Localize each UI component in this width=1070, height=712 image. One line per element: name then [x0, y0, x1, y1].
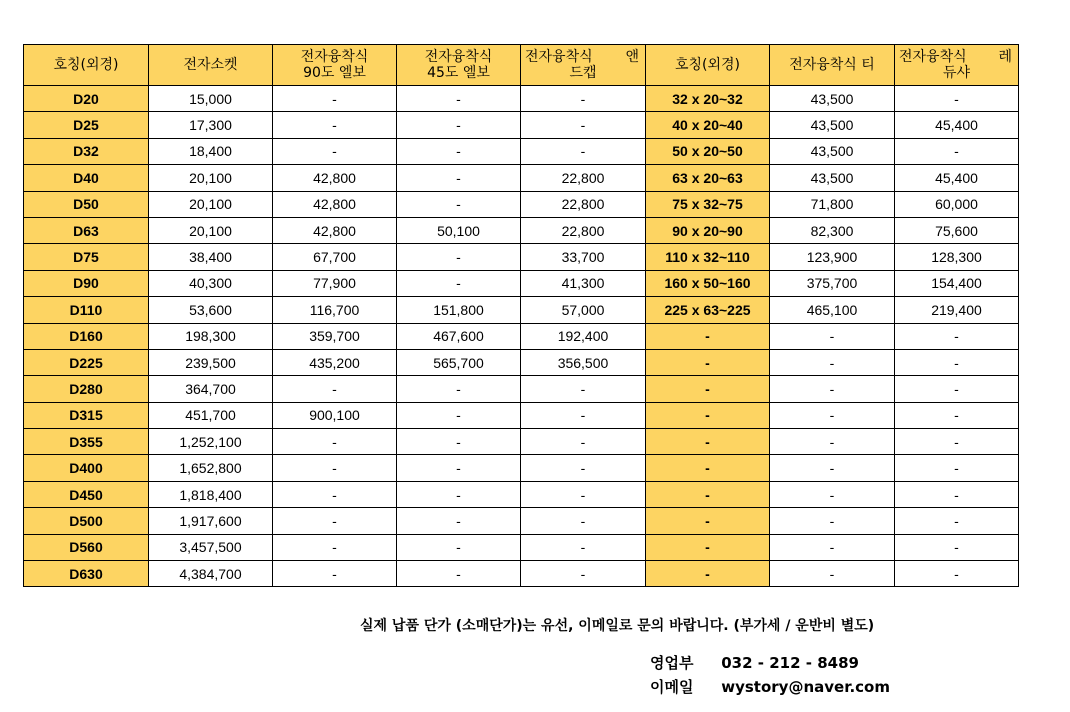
cell-socket: 53,600	[149, 297, 273, 323]
phone-number: 032 - 212 - 8489	[721, 654, 859, 672]
cell-endcap: 57,000	[521, 297, 646, 323]
table-row	[24, 217, 1019, 243]
cell-socket: 38,400	[149, 244, 273, 270]
cell-elbow90: -	[273, 138, 397, 164]
cell-reducer: -	[895, 561, 1019, 587]
cell-reducer: 219,400	[895, 297, 1019, 323]
table-row	[24, 534, 1019, 560]
cell-tee: -	[770, 455, 895, 481]
cell-elbow90: 67,700	[273, 244, 397, 270]
cell-tee-code: -	[646, 455, 770, 481]
cell-tee: -	[770, 349, 895, 375]
cell-reducer: -	[895, 455, 1019, 481]
cell-elbow90: -	[273, 455, 397, 481]
cell-tee-code: 160 x 50~160	[646, 270, 770, 296]
cell-endcap: 33,700	[521, 244, 646, 270]
cell-tee-code: -	[646, 534, 770, 560]
cell-reducer: -	[895, 402, 1019, 428]
cell-elbow45: -	[397, 112, 521, 138]
cell-endcap: 22,800	[521, 191, 646, 217]
cell-elbow45: -	[397, 402, 521, 428]
cell-socket: 239,500	[149, 349, 273, 375]
cell-code: D450	[24, 481, 149, 507]
table-row	[24, 455, 1019, 481]
table-row	[24, 349, 1019, 375]
cell-elbow90: 42,800	[273, 217, 397, 243]
cell-elbow45: -	[397, 508, 521, 534]
table-row	[24, 270, 1019, 296]
cell-elbow45: -	[397, 455, 521, 481]
cell-tee-code: -	[646, 349, 770, 375]
cell-reducer: -	[895, 86, 1019, 112]
cell-socket: 18,400	[149, 138, 273, 164]
cell-endcap: 22,800	[521, 217, 646, 243]
header-row	[24, 45, 1019, 86]
cell-tee-code: 75 x 32~75	[646, 191, 770, 217]
cell-elbow90: -	[273, 481, 397, 507]
cell-reducer: -	[895, 508, 1019, 534]
cell-tee-code: -	[646, 481, 770, 507]
cell-reducer: -	[895, 138, 1019, 164]
table-row	[24, 402, 1019, 428]
cell-elbow45: 565,700	[397, 349, 521, 375]
cell-elbow90: 900,100	[273, 402, 397, 428]
cell-elbow45: -	[397, 191, 521, 217]
cell-reducer: -	[895, 481, 1019, 507]
cell-reducer: 75,600	[895, 217, 1019, 243]
header-tee: 전자융착식 티	[770, 45, 895, 86]
cell-tee-code: -	[646, 402, 770, 428]
table-row	[24, 138, 1019, 164]
cell-socket: 364,700	[149, 376, 273, 402]
cell-elbow90: -	[273, 508, 397, 534]
cell-elbow90: -	[273, 561, 397, 587]
table-row	[24, 376, 1019, 402]
cell-endcap: -	[521, 86, 646, 112]
cell-elbow90: -	[273, 112, 397, 138]
cell-endcap: -	[521, 508, 646, 534]
cell-socket: 3,457,500	[149, 534, 273, 560]
cell-elbow45: -	[397, 376, 521, 402]
cell-code: D20	[24, 86, 149, 112]
cell-elbow90: -	[273, 376, 397, 402]
cell-socket: 15,000	[149, 86, 273, 112]
cell-tee: -	[770, 376, 895, 402]
cell-code: D500	[24, 508, 149, 534]
table-row	[24, 508, 1019, 534]
cell-socket: 1,252,100	[149, 429, 273, 455]
cell-socket: 451,700	[149, 402, 273, 428]
cell-elbow90: -	[273, 534, 397, 560]
footer-note: 실제 납품 단가 (소매단가)는 유선, 이메일로 문의 바랍니다. (부가세 / 운반비 별도)	[360, 618, 875, 634]
cell-code: D90	[24, 270, 149, 296]
cell-tee: -	[770, 429, 895, 455]
table-row	[24, 86, 1019, 112]
header-reducer: 전자융착식 레 듀샤	[895, 45, 1019, 86]
cell-endcap: -	[521, 455, 646, 481]
cell-reducer: -	[895, 349, 1019, 375]
contact-email	[650, 676, 890, 697]
cell-reducer: 45,400	[895, 112, 1019, 138]
cell-socket: 198,300	[149, 323, 273, 349]
cell-tee-code: -	[646, 561, 770, 587]
cell-endcap: 22,800	[521, 165, 646, 191]
cell-tee: 375,700	[770, 270, 895, 296]
cell-elbow90: 435,200	[273, 349, 397, 375]
price-table-body	[24, 86, 1019, 587]
cell-tee: 43,500	[770, 165, 895, 191]
cell-reducer: 128,300	[895, 244, 1019, 270]
cell-tee: -	[770, 402, 895, 428]
cell-socket: 1,652,800	[149, 455, 273, 481]
cell-tee: -	[770, 323, 895, 349]
table-row	[24, 191, 1019, 217]
cell-tee-code: 63 x 20~63	[646, 165, 770, 191]
cell-socket: 40,300	[149, 270, 273, 296]
cell-tee-code: 90 x 20~90	[646, 217, 770, 243]
table-row	[24, 165, 1019, 191]
cell-tee-code: -	[646, 376, 770, 402]
cell-elbow45: -	[397, 86, 521, 112]
header-socket: 전자소켓	[149, 45, 273, 86]
table-row	[24, 244, 1019, 270]
cell-code: D160	[24, 323, 149, 349]
cell-tee: -	[770, 508, 895, 534]
email-label: 이메일	[650, 678, 694, 696]
cell-code: D315	[24, 402, 149, 428]
cell-endcap: -	[521, 376, 646, 402]
cell-reducer: 154,400	[895, 270, 1019, 296]
cell-code: D280	[24, 376, 149, 402]
cell-socket: 20,100	[149, 165, 273, 191]
header-code-right: 호칭(외경)	[646, 45, 770, 86]
cell-elbow45: -	[397, 429, 521, 455]
cell-tee: 43,500	[770, 112, 895, 138]
cell-elbow45: -	[397, 561, 521, 587]
cell-reducer: -	[895, 323, 1019, 349]
price-table	[23, 44, 1019, 587]
cell-tee: 71,800	[770, 191, 895, 217]
cell-code: D400	[24, 455, 149, 481]
cell-endcap: -	[521, 138, 646, 164]
cell-elbow45: -	[397, 244, 521, 270]
cell-tee: 82,300	[770, 217, 895, 243]
cell-socket: 1,818,400	[149, 481, 273, 507]
cell-elbow90: 359,700	[273, 323, 397, 349]
cell-endcap: -	[521, 534, 646, 560]
cell-socket: 20,100	[149, 191, 273, 217]
cell-tee-code: -	[646, 429, 770, 455]
cell-tee-code: 50 x 20~50	[646, 138, 770, 164]
cell-tee: 123,900	[770, 244, 895, 270]
table-row	[24, 297, 1019, 323]
cell-tee-code: 40 x 20~40	[646, 112, 770, 138]
cell-socket: 4,384,700	[149, 561, 273, 587]
cell-elbow45: -	[397, 534, 521, 560]
cell-socket: 20,100	[149, 217, 273, 243]
cell-elbow90: 116,700	[273, 297, 397, 323]
cell-code: D110	[24, 297, 149, 323]
cell-elbow45: -	[397, 481, 521, 507]
cell-reducer: 60,000	[895, 191, 1019, 217]
cell-reducer: -	[895, 534, 1019, 560]
cell-endcap: -	[521, 402, 646, 428]
cell-elbow90: -	[273, 429, 397, 455]
table-row	[24, 112, 1019, 138]
header-elbow45: 전자융착식 45도 엘보	[397, 45, 521, 86]
cell-code: D63	[24, 217, 149, 243]
cell-code: D50	[24, 191, 149, 217]
cell-reducer: -	[895, 429, 1019, 455]
table-row	[24, 429, 1019, 455]
header-endcap: 전자융착식 앤 드캡	[521, 45, 646, 86]
table-row	[24, 561, 1019, 587]
cell-elbow45: 50,100	[397, 217, 521, 243]
cell-tee: 465,100	[770, 297, 895, 323]
cell-endcap: 356,500	[521, 349, 646, 375]
table-row	[24, 481, 1019, 507]
cell-elbow45: -	[397, 270, 521, 296]
cell-tee-code: -	[646, 323, 770, 349]
cell-elbow90: -	[273, 86, 397, 112]
cell-reducer: -	[895, 376, 1019, 402]
sales-label: 영업부	[650, 654, 694, 672]
cell-code: D40	[24, 165, 149, 191]
cell-tee-code: -	[646, 508, 770, 534]
cell-socket: 17,300	[149, 112, 273, 138]
cell-tee-code: 225 x 63~225	[646, 297, 770, 323]
cell-elbow90: 42,800	[273, 165, 397, 191]
cell-code: D225	[24, 349, 149, 375]
cell-socket: 1,917,600	[149, 508, 273, 534]
cell-endcap: -	[521, 112, 646, 138]
table-row	[24, 323, 1019, 349]
cell-tee-code: 32 x 20~32	[646, 86, 770, 112]
cell-tee: -	[770, 534, 895, 560]
header-elbow90: 전자융착식 90도 엘보	[273, 45, 397, 86]
cell-tee: 43,500	[770, 86, 895, 112]
cell-code: D32	[24, 138, 149, 164]
cell-endcap: -	[521, 481, 646, 507]
cell-reducer: 45,400	[895, 165, 1019, 191]
cell-elbow90: 77,900	[273, 270, 397, 296]
cell-endcap: -	[521, 561, 646, 587]
cell-endcap: 41,300	[521, 270, 646, 296]
cell-tee-code: 110 x 32~110	[646, 244, 770, 270]
email-address: wystory@naver.com	[721, 678, 890, 696]
cell-code: D355	[24, 429, 149, 455]
cell-elbow45: -	[397, 138, 521, 164]
contact-phone	[650, 652, 859, 673]
cell-code: D25	[24, 112, 149, 138]
cell-code: D75	[24, 244, 149, 270]
cell-code: D630	[24, 561, 149, 587]
cell-tee: 43,500	[770, 138, 895, 164]
cell-endcap: 192,400	[521, 323, 646, 349]
cell-elbow45: -	[397, 165, 521, 191]
cell-tee: -	[770, 481, 895, 507]
cell-elbow45: 151,800	[397, 297, 521, 323]
header-code-left: 호칭(외경)	[24, 45, 149, 86]
cell-code: D560	[24, 534, 149, 560]
cell-elbow45: 467,600	[397, 323, 521, 349]
cell-tee: -	[770, 561, 895, 587]
cell-elbow90: 42,800	[273, 191, 397, 217]
cell-endcap: -	[521, 429, 646, 455]
